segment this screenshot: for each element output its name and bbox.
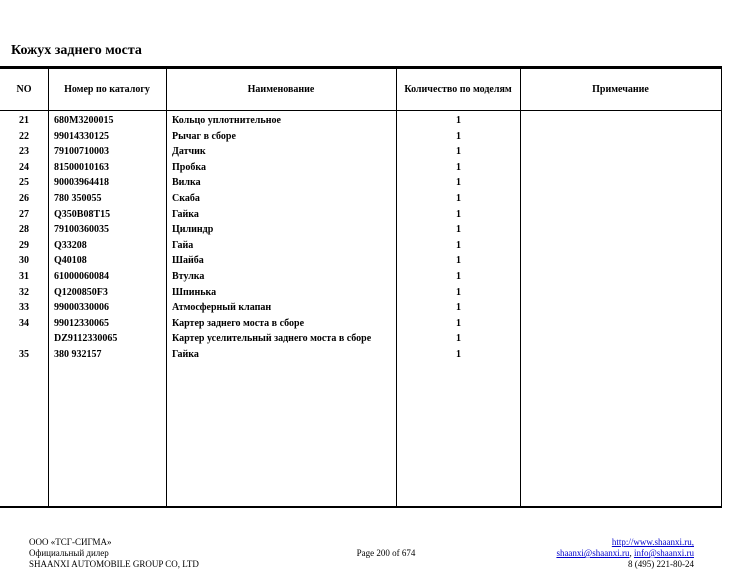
table-row [0,113,722,129]
row-qty: 1 [456,177,461,189]
row-name: Цилиндр [172,224,214,236]
table-row [0,285,722,301]
row-catalog: 81500010163 [54,161,109,173]
page-title: Кожух заднего моста [11,43,142,58]
row-qty: 1 [456,317,461,329]
row-catalog: 79100710003 [54,146,109,158]
footer-dealer: Официальный дилер [29,548,109,558]
page-number: Page 200 of 674 [356,548,416,558]
row-catalog: 680M3200015 [54,115,114,126]
row-qty: 1 [456,255,461,267]
row-catalog: Q33208 [54,239,87,251]
site-link[interactable]: http://www.shaanxi.ru, [611,537,694,547]
row-name: Кольцо уплотнительное [172,115,281,126]
row-qty: 1 [456,161,461,173]
row-qty: 1 [456,302,461,314]
row-no: 29 [19,239,29,251]
row-no: 27 [19,208,29,220]
row-no: 31 [19,271,29,282]
row-qty: 1 [456,349,461,360]
table-row [0,300,722,316]
parts-table [0,66,722,508]
row-qty: 1 [456,224,461,236]
table-row [0,160,722,176]
row-no: 32 [19,286,29,298]
header-note: Примечание [592,84,649,95]
row-name: Шпинька [172,286,217,298]
table-row [0,129,722,145]
table-row [0,253,722,269]
table-row [0,331,722,347]
footer-right [556,537,694,570]
table-row [0,144,722,160]
footer-phone: 8 (495) 221-80-24 [628,559,694,569]
row-qty: 1 [456,130,461,142]
row-catalog: 79100360035 [54,224,109,236]
row-name: Шайба [172,255,204,267]
email-separator: , [629,548,634,558]
row-catalog: DZ9112330065 [54,333,118,345]
row-name: Гайка [172,349,199,360]
row-name: Атмосферный клапан [172,302,272,314]
row-name: Вилка [172,177,201,189]
row-catalog: 99000330006 [54,302,109,314]
row-qty: 1 [456,271,461,282]
row-catalog: Q1200850F3 [54,286,108,298]
row-name: Рычаг в сборе [172,130,236,142]
row-name: Скаба [172,193,200,204]
row-name: Гайка [172,208,199,220]
row-qty: 1 [456,333,461,345]
row-no: 21 [19,115,29,126]
row-catalog: 99014330125 [54,130,109,142]
row-catalog: Q350B08T15 [54,208,111,220]
row-name: Датчик [172,146,206,158]
row-no: 28 [19,224,29,236]
row-qty: 1 [456,239,461,251]
row-catalog: 380 932157 [54,349,102,360]
table-row [0,207,722,223]
row-catalog: 780 350055 [54,193,102,204]
row-name: Втулка [172,271,205,282]
email-link-1[interactable]: shaanxi@shaanxi.ru [556,548,630,558]
table-row [0,316,722,332]
header-name: Наименование [247,84,315,95]
footer-group: SHAANXI AUTOMOBILE GROUP CO, LTD [29,559,199,569]
table-row [0,191,722,207]
row-no: 23 [19,146,29,158]
row-no: 35 [19,349,29,360]
header-qty: Количество по моделям [404,84,512,95]
row-qty: 1 [456,115,461,126]
row-qty: 1 [456,286,461,298]
footer-company: ООО «ТСГ-СИГМА» [29,537,112,547]
row-no: 34 [19,317,29,329]
table-row [0,269,722,285]
row-no: 24 [19,161,29,173]
header-no: NO [16,84,32,95]
table-row [0,347,722,363]
row-catalog: 90003964418 [54,177,109,189]
row-qty: 1 [456,193,461,204]
row-name: Картер уселительный заднего моста в сборе [172,333,372,345]
email-link-2[interactable]: info@shaanxi.ru [633,548,694,558]
table-row [0,238,722,254]
row-name: Гайа [172,239,194,251]
header-catalog: Номер по каталогу [64,84,150,95]
table-row [0,222,722,238]
row-no: 26 [19,193,29,204]
row-catalog: Q40108 [54,255,87,267]
header-divider [0,110,722,111]
table-row [0,175,722,191]
row-name: Пробка [172,161,206,173]
row-no: 30 [19,255,29,267]
row-catalog: 61000060084 [54,271,109,282]
row-catalog: 99012330065 [54,317,109,329]
row-no: 25 [19,177,29,189]
row-no: 33 [19,302,29,314]
row-qty: 1 [456,208,461,220]
row-name: Картер заднего моста в сборе [172,317,305,329]
row-no: 22 [19,130,29,142]
row-qty: 1 [456,146,461,158]
